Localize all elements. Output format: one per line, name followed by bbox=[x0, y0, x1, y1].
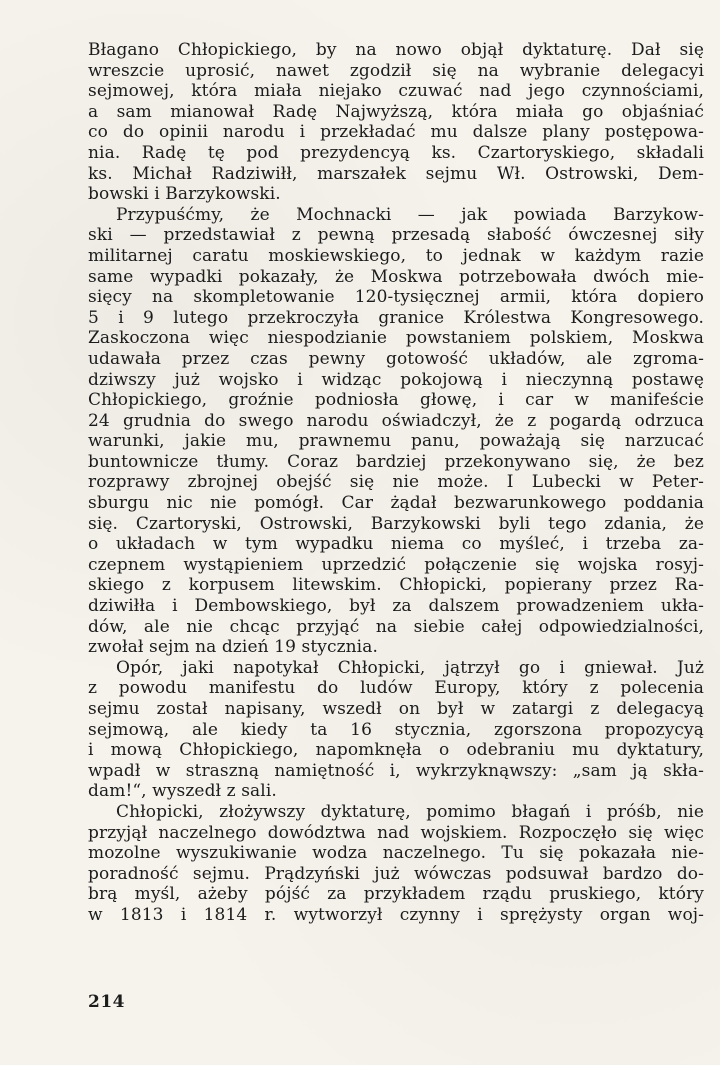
text-line: 5 i 9 lutego przekroczyła granice Królestwa Kongresowego. bbox=[88, 307, 704, 328]
text-line: bowski i Barzykowski. bbox=[88, 184, 281, 205]
text-line: sejmowej, która miała niejako czuwać nad jego czynnościami, bbox=[88, 81, 704, 102]
text-line: warunki, jakie mu, prawnemu panu, poważają się narzucać bbox=[88, 431, 704, 452]
text-line: Przypuśćmy, że Mochnacki — jak powiada Barzykow- bbox=[116, 204, 704, 225]
text-line: zwołał sejm na dzień 19 stycznia. bbox=[88, 637, 378, 658]
text-line: wreszcie uprosić, nawet zgodził się na wybranie delegacyi bbox=[88, 60, 704, 81]
text-line: buntownicze tłumy. Coraz bardziej przekonywano się, że bez bbox=[88, 451, 704, 472]
text-line: się. Czartoryski, Ostrowski, Barzykowski byli tego zdania, że bbox=[88, 513, 704, 534]
text-line: Błagano Chłopickiego, by na nowo objął dyktaturę. Dał się bbox=[88, 40, 704, 60]
text-line: sejmową, ale kiedy ta 16 stycznia, zgorszona propozycyą bbox=[88, 719, 704, 740]
text-line: czepnem wystąpieniem uprzedzić połączenie się wojska rosyj- bbox=[88, 554, 704, 575]
text-line: co do opinii narodu i przekładać mu dalsze plany postępowa- bbox=[88, 122, 704, 143]
text-line: Chłopicki, złożywszy dyktaturę, pomimo błagań i próśb, nie bbox=[116, 801, 704, 822]
text-line: w 1813 i 1814 r. wytworzył czynny i sprężysty organ woj- bbox=[88, 904, 704, 925]
text-line: dam!“, wyszedł z sali. bbox=[88, 781, 277, 802]
text-line: sięcy na skompletowanie 120-tysięcznej armii, która dopiero bbox=[88, 287, 704, 308]
text-line: sejmu został napisany, wszedł on był w zatargi z delegacyą bbox=[88, 699, 704, 719]
text-line: przyjął naczelnego dowództwa nad wojskiem. Rozpoczęło się więc bbox=[88, 822, 704, 843]
text-line: same wypadki pokazały, że Moskwa potrzebowała dwóch mie- bbox=[88, 266, 704, 287]
page-number: 214 bbox=[88, 992, 125, 1012]
text-line: poradność sejmu. Prądzyński już wówczas podsuwał bardzo do- bbox=[88, 863, 704, 884]
text-line: sburgu nic nie pomógł. Car żądał bezwarunkowego poddania bbox=[88, 493, 704, 514]
text-line: i mową Chłopickiego, napomknęła o odebraniu mu dyktatury, bbox=[88, 740, 704, 761]
text-line: militarnej caratu moskiewskiego, to jednak w każdym razie bbox=[88, 245, 704, 266]
text-line: udawała przez czas pewny gotowość układów, ale zgroma- bbox=[88, 348, 704, 369]
text-line: z powodu manifestu do ludów Europy, który z polecenia bbox=[88, 678, 704, 699]
text-line: wpadł w straszną namiętność i, wykrzyknąwszy: „sam ją skła- bbox=[88, 760, 704, 781]
text-line: dów, ale nie chcąc przyjąć na siebie całej odpowiedzialności, bbox=[88, 616, 704, 637]
text-line: dziwiłła i Dembowskiego, był za dalszem prowadzeniem ukła- bbox=[88, 596, 704, 617]
text-line: brą myśl, ażeby pójść za przykładem rządu pruskiego, który bbox=[88, 884, 704, 905]
text-line: nia. Radę tę pod prezydencyą ks. Czartoryskiego, składali bbox=[88, 142, 704, 163]
text-line: skiego z korpusem litewskim. Chłopicki, popierany przez Ra- bbox=[88, 575, 704, 596]
text-line: Zaskoczona więc niespodzianie powstaniem polskiem, Moskwa bbox=[88, 328, 704, 349]
text-line: rozprawy zbrojnej obejść się nie może. I Lubecki w Peter- bbox=[88, 472, 704, 493]
text-line: Opór, jaki napotykał Chłopicki, jątrzył go i gniewał. Już bbox=[116, 657, 704, 678]
text-line: ski — przedstawiał z pewną przesadą słabość ówczesnej siły bbox=[88, 225, 704, 246]
text-line: a sam mianował Radę Najwyższą, która miała go objaśniać bbox=[88, 101, 704, 122]
text-line: Chłopickiego, groźnie podniosła głowę, i car w manifeście bbox=[88, 390, 704, 411]
text-line: 24 grudnia do swego narodu oświadczył, że z pogardą odrzuca bbox=[88, 410, 704, 431]
text-line: o układach w tym wypadku niema co myśleć, i trzeba za- bbox=[88, 534, 704, 555]
text-line: ks. Michał Radziwiłł, marszałek sejmu Wł. Ostrowski, Dem- bbox=[88, 163, 704, 184]
body-text bbox=[88, 40, 704, 926]
text-line: mozolne wyszukiwanie wodza naczelnego. Tu się pokazała nie- bbox=[88, 843, 704, 864]
text-line: dziwszy już wojsko i widząc pokojową i nieczynną postawę bbox=[88, 369, 704, 390]
